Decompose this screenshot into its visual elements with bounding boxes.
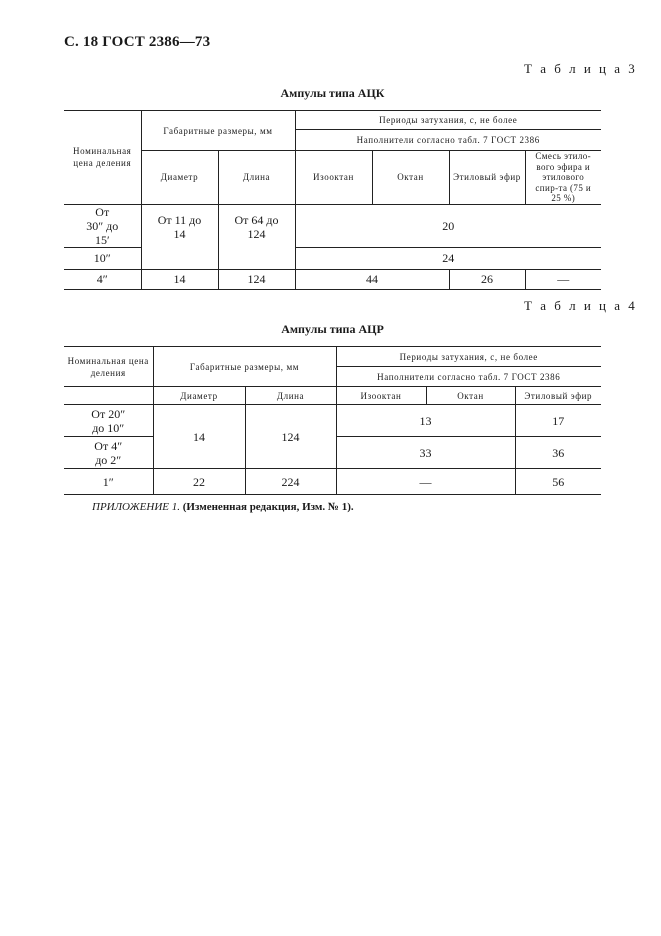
t3-row2-period: 24 <box>295 247 601 269</box>
t4-row1-ether: 17 <box>515 405 601 437</box>
t3-header-ether: Этиловый эфир <box>449 151 525 205</box>
t4-header-dims: Габаритные размеры, мм <box>153 347 336 387</box>
t4-row3-diameter: 22 <box>153 469 245 495</box>
t3-row3-diameter: 14 <box>141 269 218 289</box>
t3-dims-length: От 64 до 124 <box>218 204 295 269</box>
t4-row2-ether: 36 <box>515 437 601 469</box>
t3-header-nominal: Номинальная цена деления <box>64 111 141 205</box>
t4-header-isooctane: Изооктан <box>336 387 426 405</box>
t4-row1-iso-oct: 13 <box>336 405 515 437</box>
t4-header-periods: Периоды затухания, с, не более <box>336 347 601 367</box>
t3-row1-period: 20 <box>295 204 601 247</box>
table3 <box>64 110 601 290</box>
table4-label: Т а б л и ц а 4 <box>524 298 638 313</box>
t4-row3-length: 224 <box>245 469 336 495</box>
t4-header-fillers: Наполнители согласно табл. 7 ГОСТ 2386 <box>336 367 601 387</box>
t4-dims-diameter: 14 <box>153 405 245 469</box>
t4-header-length: Длина <box>245 387 336 405</box>
t3-row3-length: 124 <box>218 269 295 289</box>
t4-row3-nominal: 1″ <box>64 469 153 495</box>
t3-row3-nominal: 4″ <box>64 269 141 289</box>
amendment-note: (Измененная редакция, Изм. № 1). <box>182 501 354 513</box>
t3-row3-iso-oct: 44 <box>295 269 449 289</box>
t3-row3-mixture: — <box>525 269 601 289</box>
t4-dims-length: 124 <box>245 405 336 469</box>
t3-header-octane: Октан <box>372 151 449 205</box>
t3-dims-diameter: От 11 до 14 <box>141 204 218 269</box>
t4-header-diameter: Диаметр <box>153 387 245 405</box>
t4-header-nominal: Номинальная цена деления <box>64 347 153 387</box>
t4-row3-ether: 56 <box>515 469 601 495</box>
t3-header-isooctane: Изооктан <box>295 151 372 205</box>
t3-header-dims: Габаритные размеры, мм <box>141 111 295 151</box>
t4-header-ether: Этиловый эфир <box>515 387 601 405</box>
t3-row1-nominal: От 30″ до 15′ <box>64 204 141 247</box>
t3-header-diameter: Диаметр <box>141 151 218 205</box>
table3-title: Ампулы типа АЦК <box>280 86 385 100</box>
t3-header-mixture: Смесь этило-вого эфира и этилового спир-та (75 и 25 %) <box>525 151 601 205</box>
t4-row3-iso-oct: — <box>336 469 515 495</box>
appendix-label: ПРИЛОЖЕНИЕ 1. <box>92 501 180 513</box>
t4-row1-nominal: От 20″ до 10″ <box>64 405 153 437</box>
table4 <box>64 346 601 495</box>
t3-row3-ether: 26 <box>449 269 525 289</box>
table3-label: Т а б л и ц а 3 <box>524 61 638 76</box>
t4-row2-iso-oct: 33 <box>336 437 515 469</box>
t3-header-length: Длина <box>218 151 295 205</box>
t3-header-periods: Периоды затухания, с, не более <box>295 111 601 130</box>
t4-header-nominal-blank <box>64 387 153 405</box>
t3-header-fillers: Наполнители согласно табл. 7 ГОСТ 2386 <box>295 130 601 151</box>
t3-row2-nominal: 10″ <box>64 247 141 269</box>
table4-title: Ампулы типа АЦР <box>281 322 384 336</box>
appendix-note <box>92 501 354 513</box>
page-header: С. 18 ГОСТ 2386—73 <box>64 34 211 50</box>
t4-header-octane: Октан <box>426 387 515 405</box>
t4-row2-nominal: От 4″ до 2″ <box>64 437 153 469</box>
